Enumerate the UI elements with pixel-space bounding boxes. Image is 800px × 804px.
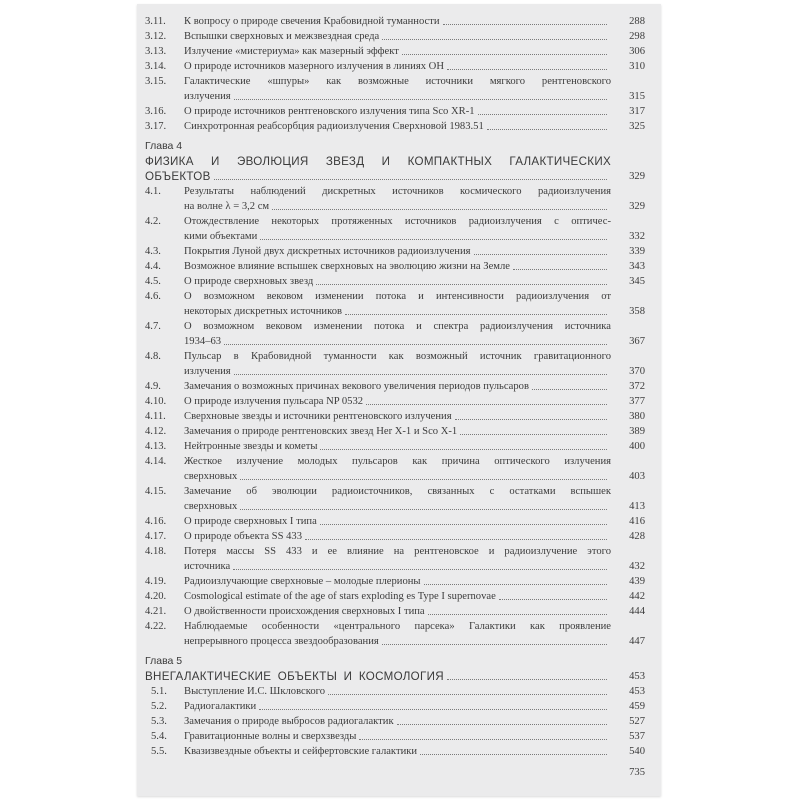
entry-title-line2: непрерывного процесса звездообразования (184, 636, 379, 647)
entry-title-line1: Отождествление некоторых протяженных источников радиоизлучения с оптичес- (184, 216, 611, 227)
entry-page: 325 (629, 121, 645, 132)
toc-entry-4-10[interactable] (145, 394, 645, 409)
entry-title: О природе источников мазерного излучения в линиях ОН (184, 61, 444, 72)
dot-leader (402, 54, 607, 55)
toc-entry-3-11[interactable] (145, 14, 645, 29)
dot-leader (234, 374, 607, 375)
toc-entry-4-12[interactable] (145, 424, 645, 439)
toc-entry-4-19[interactable] (145, 574, 645, 589)
entry-page: 389 (629, 426, 645, 437)
dot-leader (233, 569, 607, 570)
entry-title: О двойственности происхождения сверхновых I типа (184, 606, 425, 617)
dot-leader (428, 614, 607, 615)
entry-number: 4.4. (145, 261, 161, 272)
toc-entry-4-4[interactable] (145, 259, 645, 274)
entry-number: 4.14. (145, 456, 167, 467)
entry-page: 310 (629, 61, 645, 72)
entry-title: Возможное влияние вспышек сверхновых на эволюцию жизни на Земле (184, 261, 510, 272)
toc-entry-4-2[interactable] (145, 214, 645, 244)
toc-entry-3-17[interactable] (145, 119, 645, 134)
entry-title-line2: излучения (184, 91, 231, 102)
entry-title: Сверхновые звезды и источники рентгеновского излучения (184, 411, 452, 422)
entry-title-line2: на волне λ = 3,2 см (184, 201, 270, 212)
toc-entry-5-5[interactable] (145, 744, 645, 759)
chapter-title-line1: ФИЗИКА И ЭВОЛЮЦИЯ ЗВЕЗД И КОМПАКТНЫХ ГАЛАКТИЧЕСКИХ (145, 155, 611, 168)
chapter-title-line2: ОБЪЕКТОВ (145, 170, 211, 183)
dot-leader (499, 599, 607, 600)
page-number: 735 (629, 767, 645, 778)
entry-number: 5.3. (151, 716, 167, 727)
entry-title-line1: Наблюдаемые особенности «центрального парсека» Галактики как проявление (184, 621, 611, 632)
toc-entry-4-8[interactable] (145, 349, 645, 379)
entry-page: 403 (629, 471, 645, 482)
entry-title: Замечания о возможных причинах векового увеличения периодов пульсаров (184, 381, 529, 392)
entry-page: 306 (629, 46, 645, 57)
dot-leader (259, 709, 607, 710)
entry-number: 3.12. (145, 31, 167, 42)
entry-number: 4.6. (145, 291, 161, 302)
chapter-4-entries (145, 184, 645, 649)
entry-number: 3.16. (145, 106, 167, 117)
toc-entry-5-2[interactable] (145, 699, 645, 714)
entry-page: 400 (629, 441, 645, 452)
dot-leader (240, 479, 607, 480)
entry-number: 4.19. (145, 576, 167, 587)
entry-title-line2: источника (184, 561, 231, 572)
entry-page: 358 (629, 306, 645, 317)
dot-leader (214, 179, 607, 180)
dot-leader (359, 739, 607, 740)
entry-title: О природе объекта SS 433 (184, 531, 303, 542)
entry-title: О природе сверхновых звезд (184, 276, 314, 287)
entry-page: 315 (629, 91, 645, 102)
dot-leader (487, 129, 607, 130)
dot-leader (447, 69, 607, 70)
entry-number: 4.21. (145, 606, 167, 617)
dot-leader (447, 679, 607, 680)
entry-title: Вспышки сверхновых и межзвездная среда (184, 31, 380, 42)
entry-number: 3.17. (145, 121, 167, 132)
dot-leader (320, 449, 607, 450)
entry-title-line1: Галактические «шпуры» как возможные источники мягкого рентгеновского (184, 76, 611, 87)
entry-number: 4.13. (145, 441, 167, 452)
entry-page: 537 (629, 731, 645, 742)
entry-page: 442 (629, 591, 645, 602)
entry-page: 370 (629, 366, 645, 377)
dot-leader (320, 524, 607, 525)
entry-number: 5.2. (151, 701, 167, 712)
dot-leader (366, 404, 607, 405)
entry-title: Синхротронная реабсорбция радиоизлучения Сверхновой 1983.51 (184, 121, 484, 132)
entry-number: 3.13. (145, 46, 167, 57)
entry-number: 5.5. (151, 746, 167, 757)
entry-number: 4.5. (145, 276, 161, 287)
entry-title-line1: Потеря массы SS 433 и ее влияние на рентгеновское и радиоизлучение этого (184, 546, 611, 557)
entry-page: 432 (629, 561, 645, 572)
toc-entry-4-1[interactable] (145, 184, 645, 214)
entry-title: Замечания о природе выбросов радиогалактик (184, 716, 394, 727)
chapter-5-title[interactable] (145, 669, 645, 684)
toc-entry-3-16[interactable] (145, 104, 645, 119)
entry-title: Квазизвездные объекты и сейфертовские галактики (184, 746, 418, 757)
dot-leader (420, 754, 607, 755)
toc-entry-3-14[interactable] (145, 59, 645, 74)
entry-page: 416 (629, 516, 645, 527)
dot-leader (260, 239, 607, 240)
dot-leader (345, 314, 607, 315)
chapter-4-title[interactable] (145, 154, 645, 184)
entry-number: 4.22. (145, 621, 167, 632)
entry-title-line2: 1934–63 (184, 336, 222, 347)
entry-title-line1: Результаты наблюдений дискретных источников космического радиоизлучения (184, 186, 611, 197)
entry-number: 4.3. (145, 246, 161, 257)
entry-page: 377 (629, 396, 645, 407)
entry-page: 298 (629, 31, 645, 42)
entry-page: 329 (629, 201, 645, 212)
dot-leader (424, 584, 607, 585)
chapter-title-text: ВНЕГАЛАКТИЧЕСКИЕ ОБЪЕКТЫ И КОСМОЛОГИЯ (145, 670, 444, 683)
dot-leader (443, 24, 607, 25)
toc-entry-5-3[interactable] (145, 714, 645, 729)
dot-leader (455, 419, 607, 420)
entry-page: 444 (629, 606, 645, 617)
dot-leader (240, 509, 607, 510)
toc-entry-5-4[interactable] (145, 729, 645, 744)
entry-number: 4.1. (145, 186, 161, 197)
toc-entry-4-20[interactable] (145, 589, 645, 604)
toc-entry-3-13[interactable] (145, 44, 645, 59)
entry-page: 459 (629, 701, 645, 712)
entry-title: Излучение «мистериума» как мазерный эффект (184, 46, 399, 57)
entry-title: Выступление И.С. Шкловского (184, 686, 326, 697)
toc-entry-4-6[interactable] (145, 289, 645, 319)
dot-leader (382, 39, 607, 40)
entry-title: О природе излучения пульсара NP 0532 (184, 396, 364, 407)
entry-title: Замечания о природе рентгеновских звезд Her X-1 и Sco X-1 (184, 426, 458, 437)
dot-leader (305, 539, 607, 540)
entry-title: О природе источников рентгеновского излучения типа Sco XR-1 (184, 106, 475, 117)
entry-number: 3.14. (145, 61, 167, 72)
entry-page: 367 (629, 336, 645, 347)
entry-title-line2: некоторых дискретных источников (184, 306, 343, 317)
entry-number: 3.15. (145, 76, 167, 87)
toc-entry-3-12[interactable] (145, 29, 645, 44)
entry-number: 4.7. (145, 321, 161, 332)
entry-number: 5.1. (151, 686, 167, 697)
entry-number: 4.10. (145, 396, 167, 407)
entry-number: 4.16. (145, 516, 167, 527)
toc-entry-4-5[interactable] (145, 274, 645, 289)
entry-number: 4.17. (145, 531, 167, 542)
book-page (137, 4, 661, 796)
toc-entry-3-15[interactable] (145, 74, 645, 104)
toc-entry-4-7[interactable] (145, 319, 645, 349)
entry-number: 4.18. (145, 546, 167, 557)
dot-leader (328, 694, 607, 695)
entry-title: Нейтронные звезды и кометы (184, 441, 318, 452)
entry-title-line2: сверхновых (184, 471, 238, 482)
toc-entry-4-22[interactable] (145, 619, 645, 649)
chapter-page: 453 (629, 671, 645, 682)
dot-leader (272, 209, 607, 210)
chapter-5-label: Глава 5 (145, 655, 183, 667)
entry-page: 317 (629, 106, 645, 117)
table-of-contents (145, 14, 645, 759)
toc-entry-4-3[interactable] (145, 244, 645, 259)
entry-number: 4.20. (145, 591, 167, 602)
toc-entry-4-13[interactable] (145, 439, 645, 454)
entry-title-line1: Пульсар в Крабовидной туманности как возможный источник гравитационного (184, 351, 611, 362)
entry-title: О природе сверхновых I типа (184, 516, 317, 527)
entry-title: Гравитационные волны и сверхзвезды (184, 731, 357, 742)
dot-leader (478, 114, 607, 115)
entry-title-line1: О возможном вековом изменении потока и спектра радиоизлучения источника (184, 321, 611, 332)
entry-number: 4.15. (145, 486, 167, 497)
entry-page: 380 (629, 411, 645, 422)
toc-entry-4-21[interactable] (145, 604, 645, 619)
chapter-3-entries (145, 14, 645, 134)
toc-entry-5-1[interactable] (145, 684, 645, 699)
chapter-5-entries (145, 684, 645, 759)
toc-entry-4-16[interactable] (145, 514, 645, 529)
toc-entry-4-11[interactable] (145, 409, 645, 424)
entry-number: 4.12. (145, 426, 167, 437)
dot-leader (474, 254, 607, 255)
chapter-4-label: Глава 4 (145, 140, 183, 152)
dot-leader (460, 434, 607, 435)
entry-number: 4.9. (145, 381, 161, 392)
entry-title-line2: кими объектами (184, 231, 258, 242)
toc-entry-4-15[interactable] (145, 484, 645, 514)
entry-page: 372 (629, 381, 645, 392)
entry-number: 5.4. (151, 731, 167, 742)
entry-page: 540 (629, 746, 645, 757)
entry-page: 447 (629, 636, 645, 647)
dot-leader (532, 389, 607, 390)
entry-page: 339 (629, 246, 645, 257)
entry-title: Cosmological estimate of the age of stars exploding es Type I supernovae (184, 591, 496, 602)
entry-title: Покрытия Луной двух дискретных источников радиоизлучения (184, 246, 471, 257)
dot-leader (382, 644, 607, 645)
entry-page: 332 (629, 231, 645, 242)
entry-page: 439 (629, 576, 645, 587)
entry-number: 4.11. (145, 411, 166, 422)
entry-page: 288 (629, 16, 645, 27)
entry-number: 4.2. (145, 216, 161, 227)
dot-leader (316, 284, 607, 285)
dot-leader (234, 99, 607, 100)
entry-page: 343 (629, 261, 645, 272)
entry-number: 4.8. (145, 351, 161, 362)
entry-title-line1: О возможном вековом изменении потока и интенсивности радиоизлучения от (184, 291, 611, 302)
toc-entry-4-14[interactable] (145, 454, 645, 484)
entry-title-line2: излучения (184, 366, 231, 377)
entry-title-line1: Жесткое излучение молодых пульсаров как причина оптического излучения (184, 456, 611, 467)
dot-leader (224, 344, 607, 345)
chapter-page: 329 (629, 171, 645, 182)
toc-entry-4-17[interactable] (145, 529, 645, 544)
entry-number: 3.11. (145, 16, 166, 27)
entry-title-line1: Замечание об эволюции радиоисточников, связанных с остатками вспышек (184, 486, 611, 497)
entry-page: 527 (629, 716, 645, 727)
entry-title: Радиогалактики (184, 701, 257, 712)
entry-page: 413 (629, 501, 645, 512)
entry-page: 428 (629, 531, 645, 542)
entry-page: 345 (629, 276, 645, 287)
toc-entry-4-9[interactable] (145, 379, 645, 394)
entry-title: Радиоизлучающие сверхновые – молодые плерионы (184, 576, 421, 587)
dot-leader (397, 724, 607, 725)
entry-page: 453 (629, 686, 645, 697)
entry-title-line2: сверхновых (184, 501, 238, 512)
toc-entry-4-18[interactable] (145, 544, 645, 574)
dot-leader (513, 269, 607, 270)
entry-title: К вопросу о природе свечения Крабовидной туманности (184, 16, 440, 27)
